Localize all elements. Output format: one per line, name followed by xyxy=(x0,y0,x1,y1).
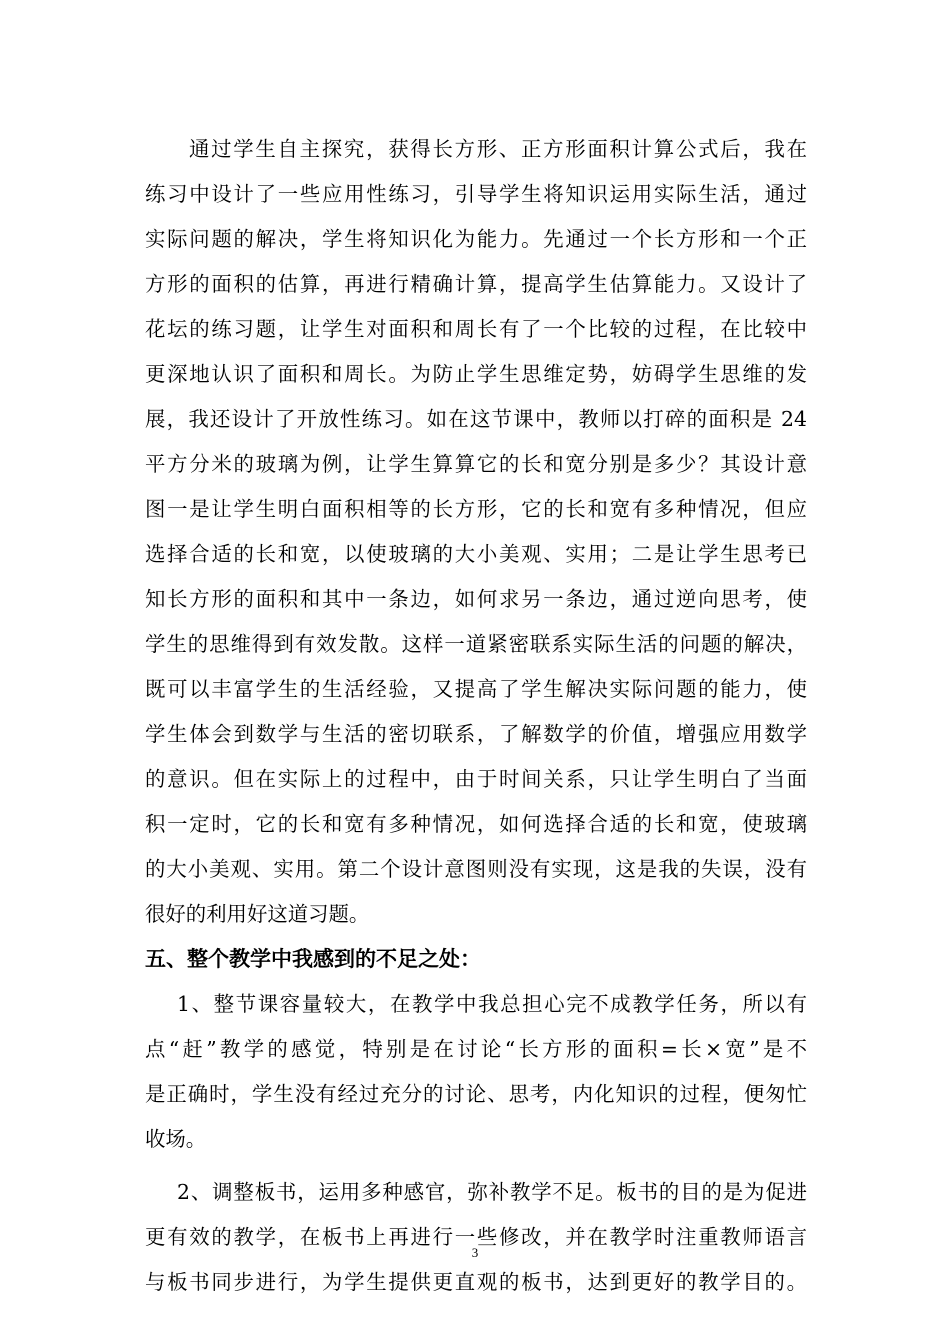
page-content xyxy=(145,127,807,1305)
text-line: 图一是让学生明白面积相等的长方形，它的长和宽有多种情况，但应 xyxy=(145,497,807,521)
text-line: 更有效的教学，在板书上再进行一些修改，并在教学时注重教师语言 xyxy=(145,1225,807,1249)
paragraph-shortcoming-2 xyxy=(145,1170,807,1305)
paragraph-application-practice xyxy=(145,127,807,937)
text-line: 通过学生自主探究，获得长方形、正方形面积计算公式后，我在 xyxy=(189,137,807,161)
text-line: 是正确时，学生没有经过充分的讨论、思考，内化知识的过程，便匆忙 xyxy=(145,1082,807,1106)
text-line: 的大小美观、实用。第二个设计意图则没有实现，这是我的失误，没有 xyxy=(145,857,807,881)
page-number: 3 xyxy=(471,1245,479,1260)
text-line: 既可以丰富学生的生活经验，又提高了学生解决实际问题的能力，使 xyxy=(145,677,807,701)
text-line: 花坛的练习题，让学生对面积和周长有了一个比较的过程，在比较中 xyxy=(145,317,807,341)
text-line: 点“赶”教学的感觉，特别是在讨论“长方形的面积=长×宽”是不 xyxy=(145,1037,807,1061)
paragraph-shortcoming-1 xyxy=(145,982,807,1162)
text-line: 2、调整板书，运用多种感官，弥补教学不足。板书的目的是为促进 xyxy=(177,1180,807,1204)
text-line: 选择合适的长和宽，以使玻璃的大小美观、实用；二是让学生思考已 xyxy=(145,542,807,566)
text-line: 展，我还设计了开放性练习。如在这节课中，教师以打碎的面积是 24 xyxy=(145,407,807,431)
text-line: 学生的思维得到有效发散。这样一道紧密联系实际生活的问题的解决， xyxy=(145,632,807,656)
text-line: 练习中设计了一些应用性练习，引导学生将知识运用实际生活，通过 xyxy=(145,182,807,206)
text-line: 实际问题的解决，学生将知识化为能力。先通过一个长方形和一个正 xyxy=(145,227,807,251)
text-line: 的意识。但在实际上的过程中，由于时间关系，只让学生明白了当面 xyxy=(145,767,807,791)
text-line: 更深地认识了面积和周长。为防止学生思维定势，妨碍学生思维的发 xyxy=(145,362,807,386)
text-line: 与板书同步进行，为学生提供更直观的板书，达到更好的教学目的。 xyxy=(145,1270,807,1294)
text-line: 收场。 xyxy=(145,1127,207,1151)
text-line: 很好的利用好这道习题。 xyxy=(145,902,370,926)
text-line: 1、整节课容量较大，在教学中我总担心完不成教学任务，所以有 xyxy=(177,992,807,1016)
paragraph-spacer xyxy=(145,1162,807,1170)
text-line: 积一定时，它的长和宽有多种情况，如何选择合适的长和宽，使玻璃 xyxy=(145,812,807,836)
section-heading: 五、整个教学中我感到的不足之处： xyxy=(145,947,481,971)
text-line: 方形的面积的估算，再进行精确计算，提高学生估算能力。又设计了 xyxy=(145,272,807,296)
text-line: 知长方形的面积和其中一条边，如何求另一条边，通过逆向思考，使 xyxy=(145,587,807,611)
text-line: 平方分米的玻璃为例，让学生算算它的长和宽分别是多少？其设计意 xyxy=(145,452,807,476)
text-line: 学生体会到数学与生活的密切联系，了解数学的价值，增强应用数学 xyxy=(145,722,807,746)
